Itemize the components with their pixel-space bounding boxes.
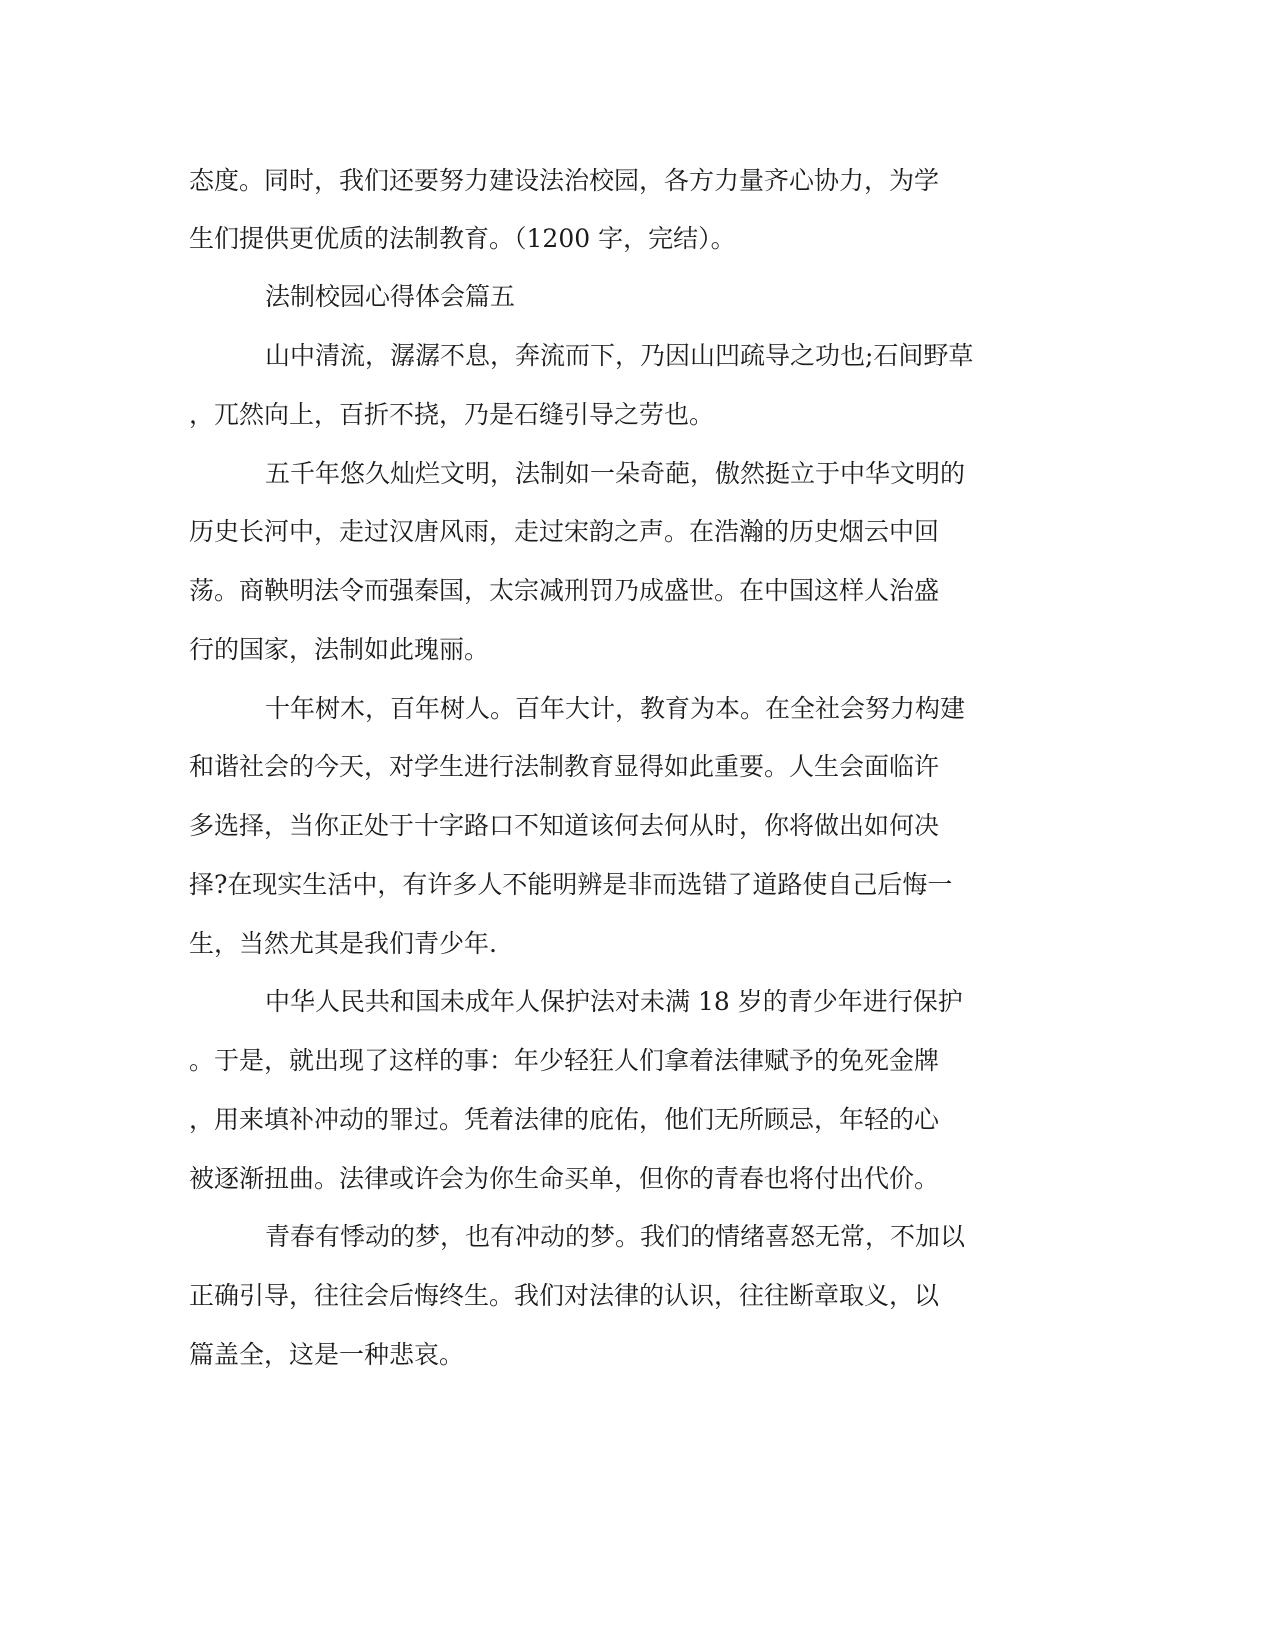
text-line: 篇盖全，这是一种悲哀。: [189, 1340, 465, 1369]
text-line: 中华人民共和国未成年人保护法对未满 18 岁的青少年进行保护: [265, 987, 963, 1016]
text-line: 五千年悠久灿烂文明，法制如一朵奇葩，傲然挺立于中华文明的: [265, 459, 966, 488]
text-line: 行的国家，法制如此瑰丽。: [189, 635, 490, 664]
text-line: 青春有悸动的梦，也有冲动的梦。我们的情绪喜怒无常，不加以: [265, 1222, 966, 1251]
text-line: 正确引导，往往会后悔终生。我们对法律的认识，往往断章取义，以: [189, 1281, 940, 1310]
text-line: 山中清流，潺潺不息，奔流而下，乃因山凹疏导之功也;石间野草: [265, 341, 974, 370]
text-line: ，兀然向上，百折不挠，乃是石缝引导之劳也。: [189, 400, 715, 429]
text-line: 和谐社会的今天，对学生进行法制教育显得如此重要。人生会面临许: [189, 752, 940, 781]
text-line: 生们提供更优质的法制教育。（1200 字，完结）。: [189, 224, 736, 253]
text-line: 。于是，就出现了这样的事：年少轻狂人们拿着法律赋予的免死金牌: [189, 1046, 940, 1075]
text-line: 生，当然尤其是我们青少年.: [189, 929, 497, 958]
text-line: 态度。同时，我们还要努力建设法治校园，各方力量齐心协力，为学: [189, 166, 940, 195]
text-line: 荡。商鞅明法令而强秦国，太宗减刑罚乃成盛世。在中国这样人治盛: [189, 576, 940, 605]
section-heading: 法制校园心得体会篇五: [265, 282, 516, 311]
text-line: ，用来填补冲动的罪过。凭着法律的庇佑，他们无所顾忌，年轻的心: [189, 1105, 940, 1134]
text-line: 十年树木，百年树人。百年大计，教育为本。在全社会努力构建: [265, 694, 966, 723]
text-line: 择?在现实生活中，有许多人不能明辨是非而选错了道路使自己后悔一: [189, 870, 953, 899]
text-line: 历史长河中，走过汉唐风雨，走过宋韵之声。在浩瀚的历史烟云中回: [189, 517, 940, 546]
text-line: 多选择，当你正处于十字路口不知道该何去何从时，你将做出如何决: [189, 811, 940, 840]
text-line: 被逐渐扭曲。法律或许会为你生命买单，但你的青春也将付出代价。: [189, 1164, 940, 1193]
